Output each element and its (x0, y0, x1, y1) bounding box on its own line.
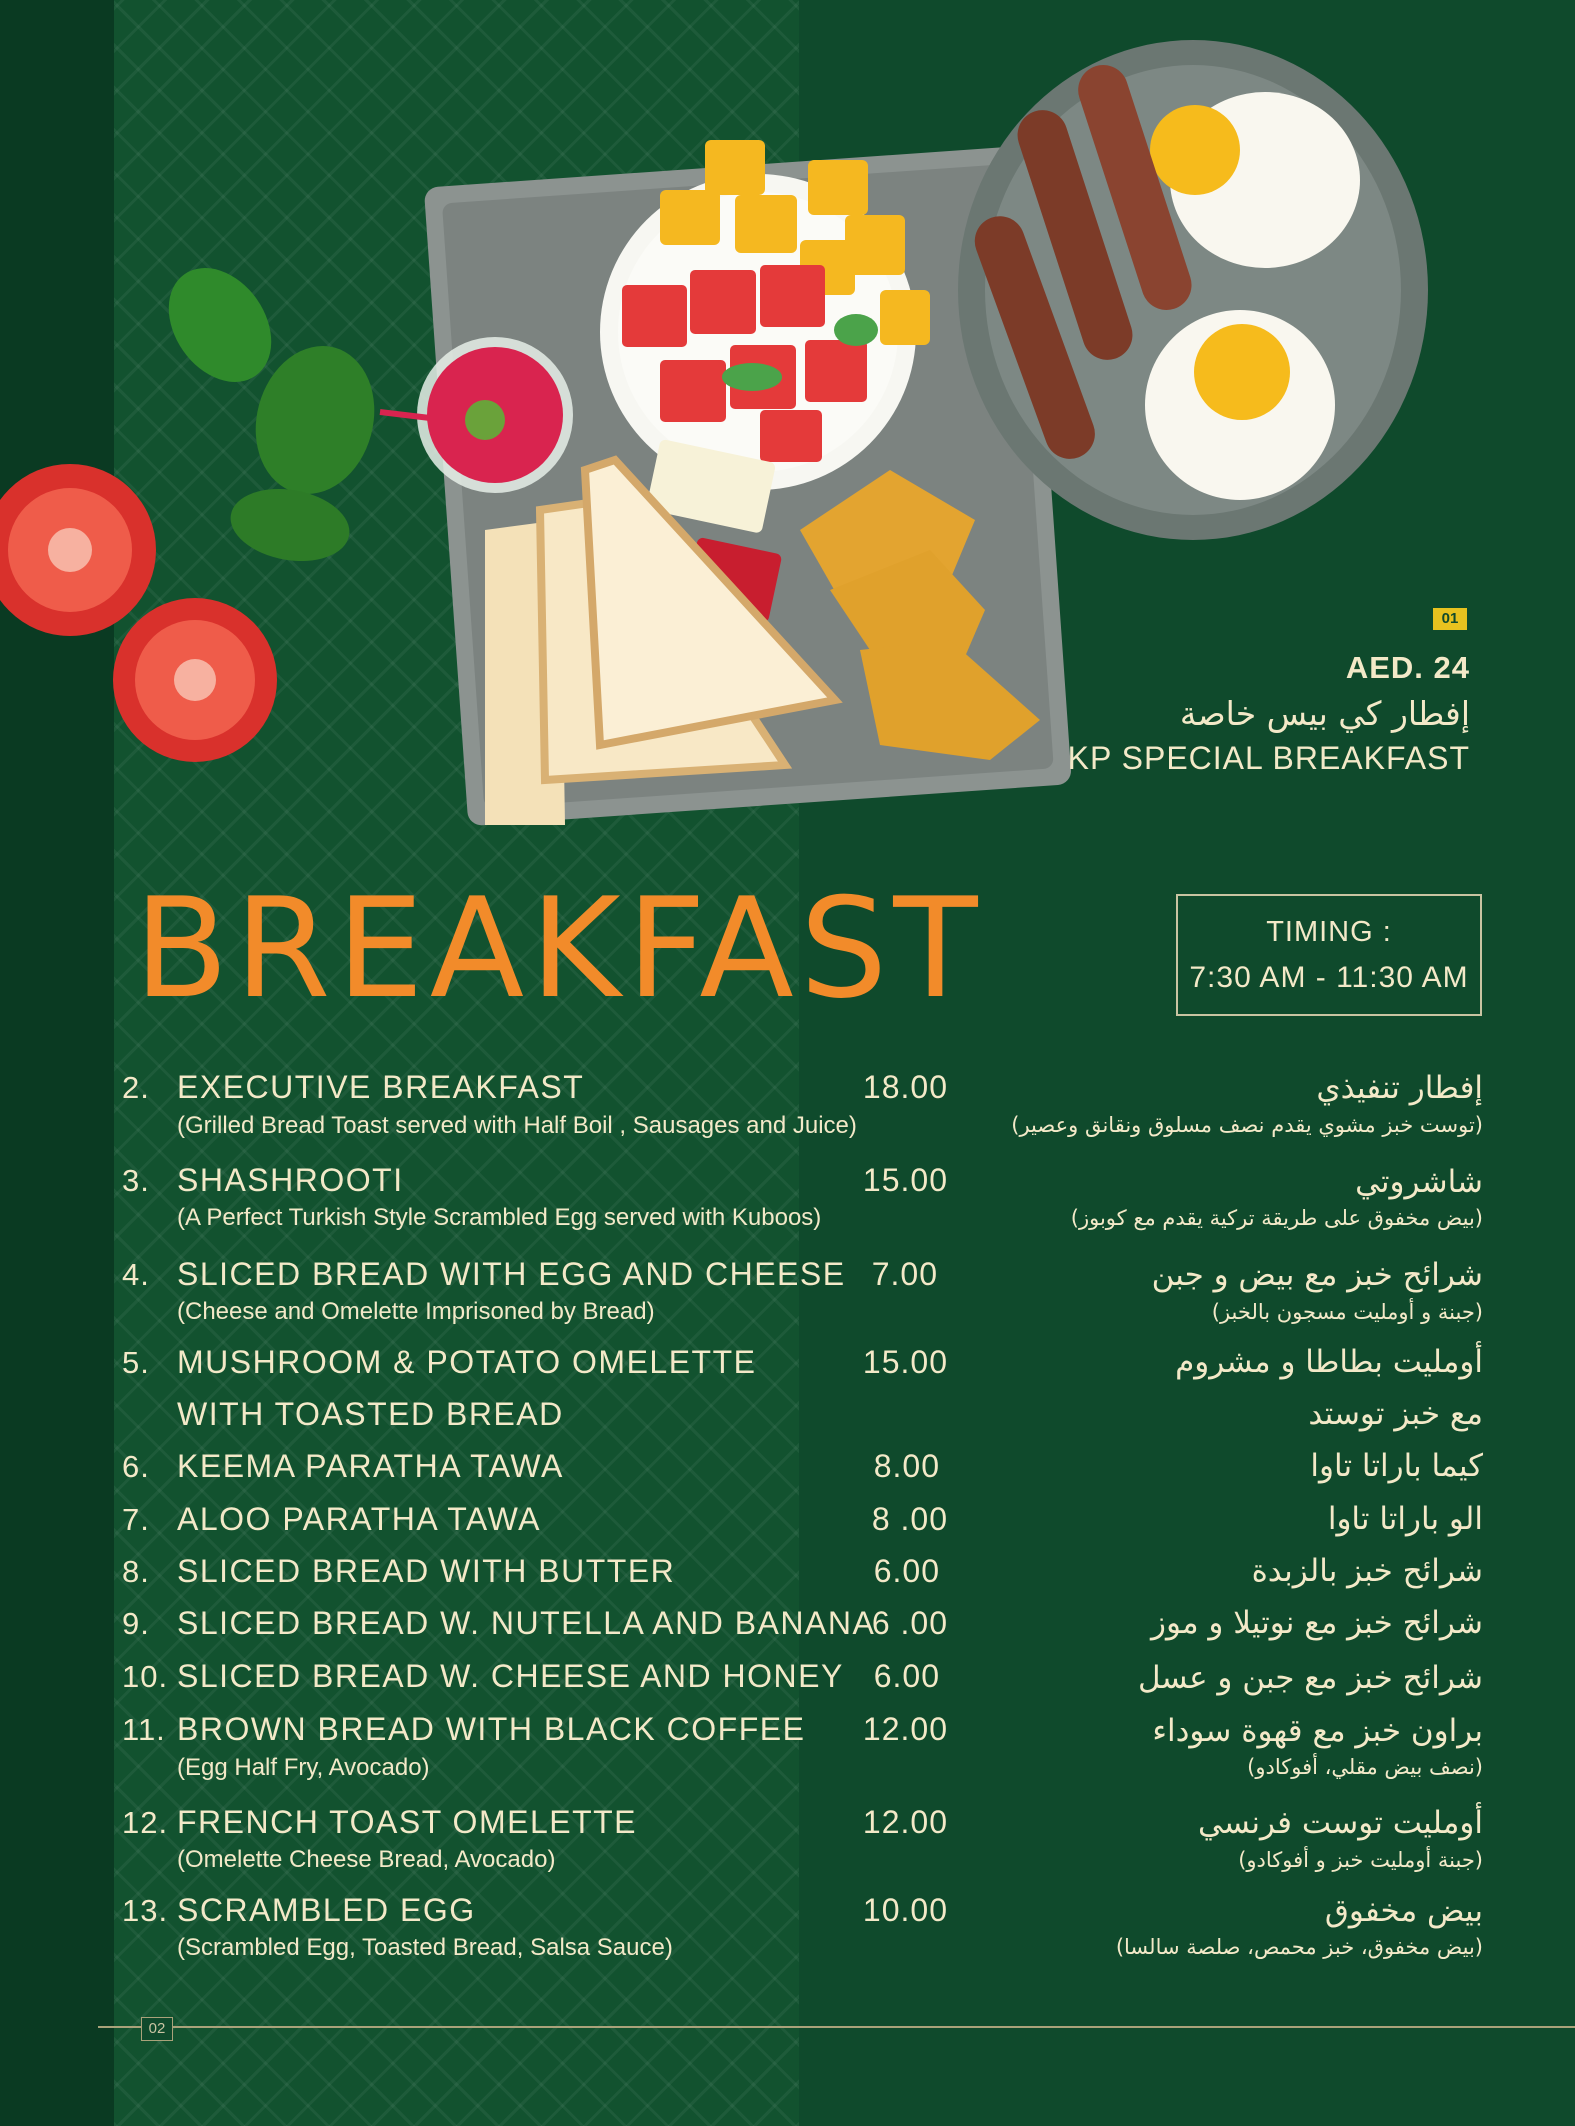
item-name-arabic: شاشروتي (1355, 1164, 1483, 1200)
item-number: 7. (122, 1502, 150, 1537)
item-price: 18.00 (862, 1069, 948, 1105)
featured-name-arabic: إفطار كي بيس خاصة (1179, 694, 1470, 733)
item-name: SCRAMBLED EGG (177, 1892, 476, 1928)
item-description: (Egg Half Fry, Avocado) (177, 1754, 430, 1781)
item-price: 12.00 (862, 1804, 948, 1840)
item-description: (Scrambled Egg, Toasted Bread, Salsa Sauce) (177, 1934, 673, 1961)
item-name-arabic: شرائح خبز مع بيض و جبن (1151, 1257, 1483, 1293)
item-description-arabic: (بيض مخفوق، خبز محمص، صلصة سالسا) (1115, 1935, 1483, 1959)
item-number: 8. (122, 1554, 150, 1589)
item-name-arabic: الو باراتا تاوا (1327, 1501, 1483, 1537)
featured-badge: 01 (1433, 608, 1467, 630)
item-price: 10.00 (862, 1892, 948, 1928)
item-name: KEEMA PARATHA TAWA (177, 1448, 564, 1484)
item-number: 6. (122, 1449, 150, 1484)
item-name: SLICED BREAD WITH BUTTER (177, 1553, 676, 1589)
item-price: 7.00 (871, 1256, 938, 1292)
item-name: EXECUTIVE BREAKFAST (177, 1069, 585, 1105)
item-description-arabic: (جبنة أومليت خبز و أفوكادو) (1238, 1848, 1483, 1872)
item-name-arabic-line2: مع خبز توستد (1308, 1396, 1483, 1432)
item-number: 12. (122, 1805, 169, 1840)
item-number: 2. (122, 1070, 150, 1105)
item-price: 6.00 (873, 1553, 940, 1589)
item-name-line2: WITH TOASTED BREAD (177, 1396, 564, 1432)
item-name: ALOO PARATHA TAWA (177, 1501, 541, 1537)
item-price: 6.00 (873, 1658, 940, 1694)
item-name: SLICED BREAD W. CHEESE AND HONEY (177, 1658, 844, 1694)
item-name-arabic: بيض مخفوق (1324, 1893, 1483, 1929)
featured-name: KP SPECIAL BREAKFAST (1067, 740, 1470, 776)
item-name-arabic: شرائح خبز مع نوتيلا و موز (1150, 1605, 1483, 1641)
item-name-arabic: شرائح خبز مع جبن و عسل (1137, 1660, 1483, 1696)
timing-box (1176, 894, 1482, 1016)
item-name: SLICED BREAD W. NUTELLA AND BANANA (177, 1605, 876, 1641)
item-name-arabic: أومليت توست فرنسي (1197, 1805, 1483, 1841)
item-description-arabic: (جبنة و أومليت مسجون بالخبز) (1211, 1300, 1483, 1324)
item-description-arabic: (نصف بيض مقلي، أفوكادو) (1247, 1755, 1483, 1779)
item-price: 15.00 (862, 1162, 948, 1198)
item-description-arabic: (توست خبز مشوي يقدم نصف مسلوق ونقانق وعصير) (1011, 1113, 1483, 1137)
item-name-arabic: أومليت بطاطا و مشروم (1175, 1344, 1483, 1380)
item-number: 13. (122, 1893, 169, 1928)
item-name: BROWN BREAD WITH BLACK COFFEE (177, 1711, 806, 1747)
footer-divider (98, 2026, 1575, 2028)
timing-value: 7:30 AM - 11:30 AM (1189, 961, 1469, 994)
featured-price: AED. 24 (1345, 650, 1470, 685)
item-price: 15.00 (862, 1344, 948, 1380)
item-description: (Grilled Bread Toast served with Half Boil , Sausages and Juice) (177, 1112, 857, 1139)
item-number: 3. (122, 1163, 150, 1198)
page-number: 02 (141, 2017, 173, 2041)
item-name: SHASHROOTI (177, 1162, 404, 1198)
timing-label: TIMING : (1266, 916, 1392, 948)
item-name-arabic: شرائح خبز بالزبدة (1251, 1553, 1483, 1589)
item-name: FRENCH TOAST OMELETTE (177, 1804, 638, 1840)
item-price: 8 .00 (871, 1501, 948, 1537)
page-title: BREAKFAST (134, 868, 984, 1029)
item-description: (Omelette Cheese Bread, Avocado) (177, 1846, 556, 1873)
item-description-arabic: (بيض مخفوق على طريقة تركية يقدم مع كوبوز) (1070, 1206, 1483, 1230)
item-number: 10. (122, 1659, 169, 1694)
item-number: 11. (122, 1712, 166, 1747)
item-name-arabic: براون خبز مع قهوة سوداء (1152, 1713, 1483, 1749)
item-number: 5. (122, 1345, 150, 1380)
item-price: 8.00 (873, 1448, 940, 1484)
item-name: SLICED BREAD WITH EGG AND CHEESE (177, 1256, 846, 1292)
item-name-arabic: إفطار تنفيذي (1316, 1070, 1483, 1106)
item-number: 9. (122, 1606, 150, 1641)
item-price: 6 .00 (871, 1605, 948, 1641)
item-number: 4. (122, 1257, 150, 1292)
item-description: (Cheese and Omelette Imprisoned by Bread) (177, 1298, 655, 1325)
item-description: (A Perfect Turkish Style Scrambled Egg served with Kuboos) (177, 1204, 822, 1231)
item-name-arabic: كيما باراتا تاوا (1310, 1448, 1483, 1484)
item-price: 12.00 (862, 1711, 948, 1747)
item-name: MUSHROOM & POTATO OMELETTE (177, 1344, 757, 1380)
